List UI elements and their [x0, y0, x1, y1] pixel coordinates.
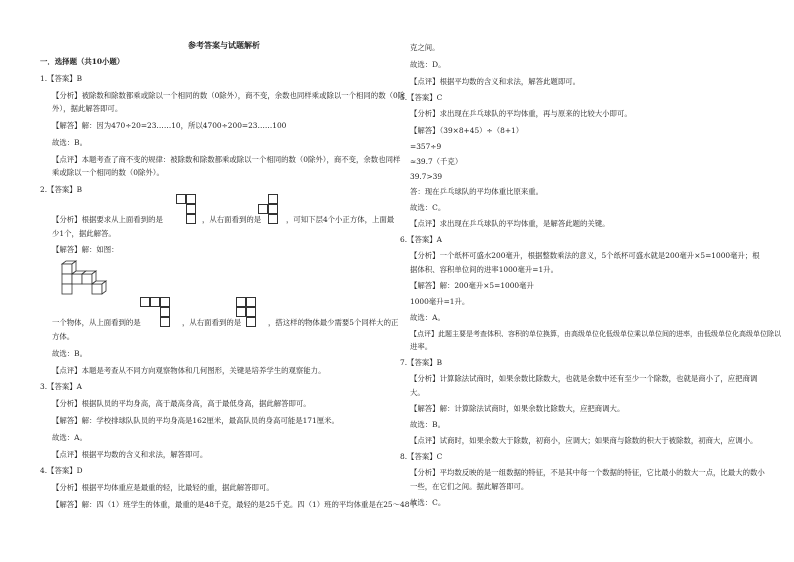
q2-analysis-part1: 【分析】根据要求从上面看到的是: [52, 215, 163, 224]
q4-solution-cont: 克之间。: [410, 43, 440, 52]
q3-choice: 故选：A。: [52, 433, 87, 442]
q5-choice: 故选：C。: [410, 203, 446, 212]
q7-analysis-cont: 大。: [410, 388, 425, 397]
q4-choice: 故选：D。: [410, 60, 446, 69]
q6-step1: 1000毫升=1升。: [410, 297, 470, 306]
q1-analysis: 【分析】被除数和除数都乘或除以一个相同的数（0除外），商不变，余数也同样乘或除以一个相同的数（0除: [52, 91, 406, 100]
page-title: 参考答案与试题解析: [188, 40, 260, 50]
q3-comment: 【点评】根据平均数的含义和求法，解答即可。: [52, 450, 208, 459]
q5-comment: 【点评】求出现在乒乓球队的平均体重，是解答此题的关键。: [410, 219, 610, 228]
q7-comment: 【点评】试商时，如果余数大于除数，初商小，应调大；如果商与除数的积大于被除数，初商大，应调小。: [410, 436, 758, 445]
q6-analysis-cont: 据体积、容积单位间的进率1000毫升=1升。: [410, 265, 558, 274]
q8-analysis: 【分析】平均数反映的是一组数据的特征，不是其中每一个数据的特征，它比最小的数大一点，比最大的数小: [410, 468, 765, 477]
q2-comment: 【点评】本题是考查从不同方向观察物体和几何图形，关键是培养学生的观察能力。: [52, 366, 326, 375]
q2-solution: 【解答】解：如图：: [52, 245, 119, 254]
q5-answer: 5.【答案】C: [400, 93, 443, 102]
q2-answer: 2.【答案】B: [40, 185, 83, 194]
cube-stack-figure: [58, 258, 112, 302]
q2-analysis-cont: 少1个，据此解答。: [52, 229, 116, 238]
q5-analysis: 【分析】求出现在乒乓球队的平均体重，再与原来的比较大小即可。: [410, 109, 632, 118]
right-view-figure: [258, 194, 288, 224]
q8-choice: 故选：C。: [410, 498, 446, 507]
q1-answer: 1.【答案】B: [40, 74, 83, 83]
q7-choice: 故选：B。: [410, 420, 445, 429]
q2-analysis-part2: ，从右面看到的是: [202, 215, 262, 224]
q7-solution: 【解答】解：计算除法试商时，如果余数比除数大，应把商调大。: [410, 404, 625, 413]
top-view-figure-2: [140, 297, 180, 327]
q8-analysis-cont: 一些，在它们之间。据此解答即可。: [410, 482, 529, 491]
q5-step3: 39.7>39: [410, 172, 443, 181]
q1-comment-cont: 乘或除以一个相同的数（0除外）。: [52, 168, 164, 177]
q6-answer: 6.【答案】A: [400, 235, 442, 244]
q5-conclusion: 答：现在乒乓球队的平均体重比原来重。: [410, 187, 544, 196]
q5-solution: 【解答】（39×8+45）÷（8+1）: [410, 126, 524, 135]
q7-answer: 7.【答案】B: [400, 358, 443, 367]
top-view-figure: [166, 194, 206, 224]
q1-solution: 【解答】解：因为470÷20=23……10，所以4700÷200=23……100: [52, 121, 287, 130]
q1-choice: 故选：B。: [52, 138, 87, 147]
q2-result-part2: ，从右面看到的是: [182, 318, 242, 327]
q2-result-part3: ，搭这样的物体最少需要5个同样大的正: [268, 318, 399, 327]
q3-solution: 【解答】解：学校排球队队员的平均身高是162厘米，最高队员的身高可能是171厘米。: [52, 416, 339, 425]
section-heading: 一．选择题（共10小题）: [40, 57, 125, 66]
q2-analysis-part3: ，可知下层4个小正方体，上面最: [286, 215, 395, 224]
q4-answer: 4.【答案】D: [40, 466, 83, 475]
q4-analysis: 【分析】根据平均体重应是最重的轻，比最轻的重，据此解答即可。: [52, 483, 274, 492]
q2-result-cont: 方体。: [52, 332, 75, 341]
q1-analysis-cont: 外），据此解答即可。: [52, 104, 123, 113]
q3-analysis: 【分析】根据队员的平均身高，高于最高身高，高于最低身高，据此解答即可。: [52, 399, 311, 408]
q4-solution: 【解答】解：四（1）班学生的体重，最重的是48千克，最轻的是25千克。四（1）班的平均体重是在25～48千: [52, 500, 417, 509]
q2-result-part1: 一个物体，从上面看到的是: [52, 318, 141, 327]
q7-analysis: 【分析】计算除法试商时，如果余数比除数大，也就是余数中还有至少一个除数，也就是商小了，应把商调: [410, 374, 758, 383]
q4-comment: 【点评】根据平均数的含义和求法，解答此题即可。: [410, 77, 580, 86]
right-view-figure-2: [236, 297, 266, 327]
q6-solution: 【解答】解：200毫升×5=1000毫升: [410, 281, 534, 290]
q8-answer: 8.【答案】C: [400, 452, 443, 461]
q1-comment: 【点评】本题考查了商不变的规律：被除数和除数都乘或除以一个相同的数（0除外），商不变，余数也同样: [52, 155, 401, 164]
q6-choice: 故选：A。: [410, 313, 445, 322]
q5-step1: =357÷9: [410, 142, 442, 151]
q6-analysis: 【分析】一个纸杯可盛水200毫升，根据整数乘法的意义，5个纸杯可盛水就是200毫升×5=1000毫升；根: [410, 251, 760, 260]
q2-choice: 故选：B。: [52, 349, 87, 358]
q5-step2: ≈39.7（千克）: [410, 157, 463, 166]
q3-answer: 3.【答案】A: [40, 382, 82, 391]
q6-comment: 【点评】此题主要是考查体积、容积的单位换算，由高级单位化低级单位乘以单位间的进率，由低级单位化高级单位除以: [410, 330, 781, 338]
q6-comment-cont: 进率。: [410, 342, 433, 351]
